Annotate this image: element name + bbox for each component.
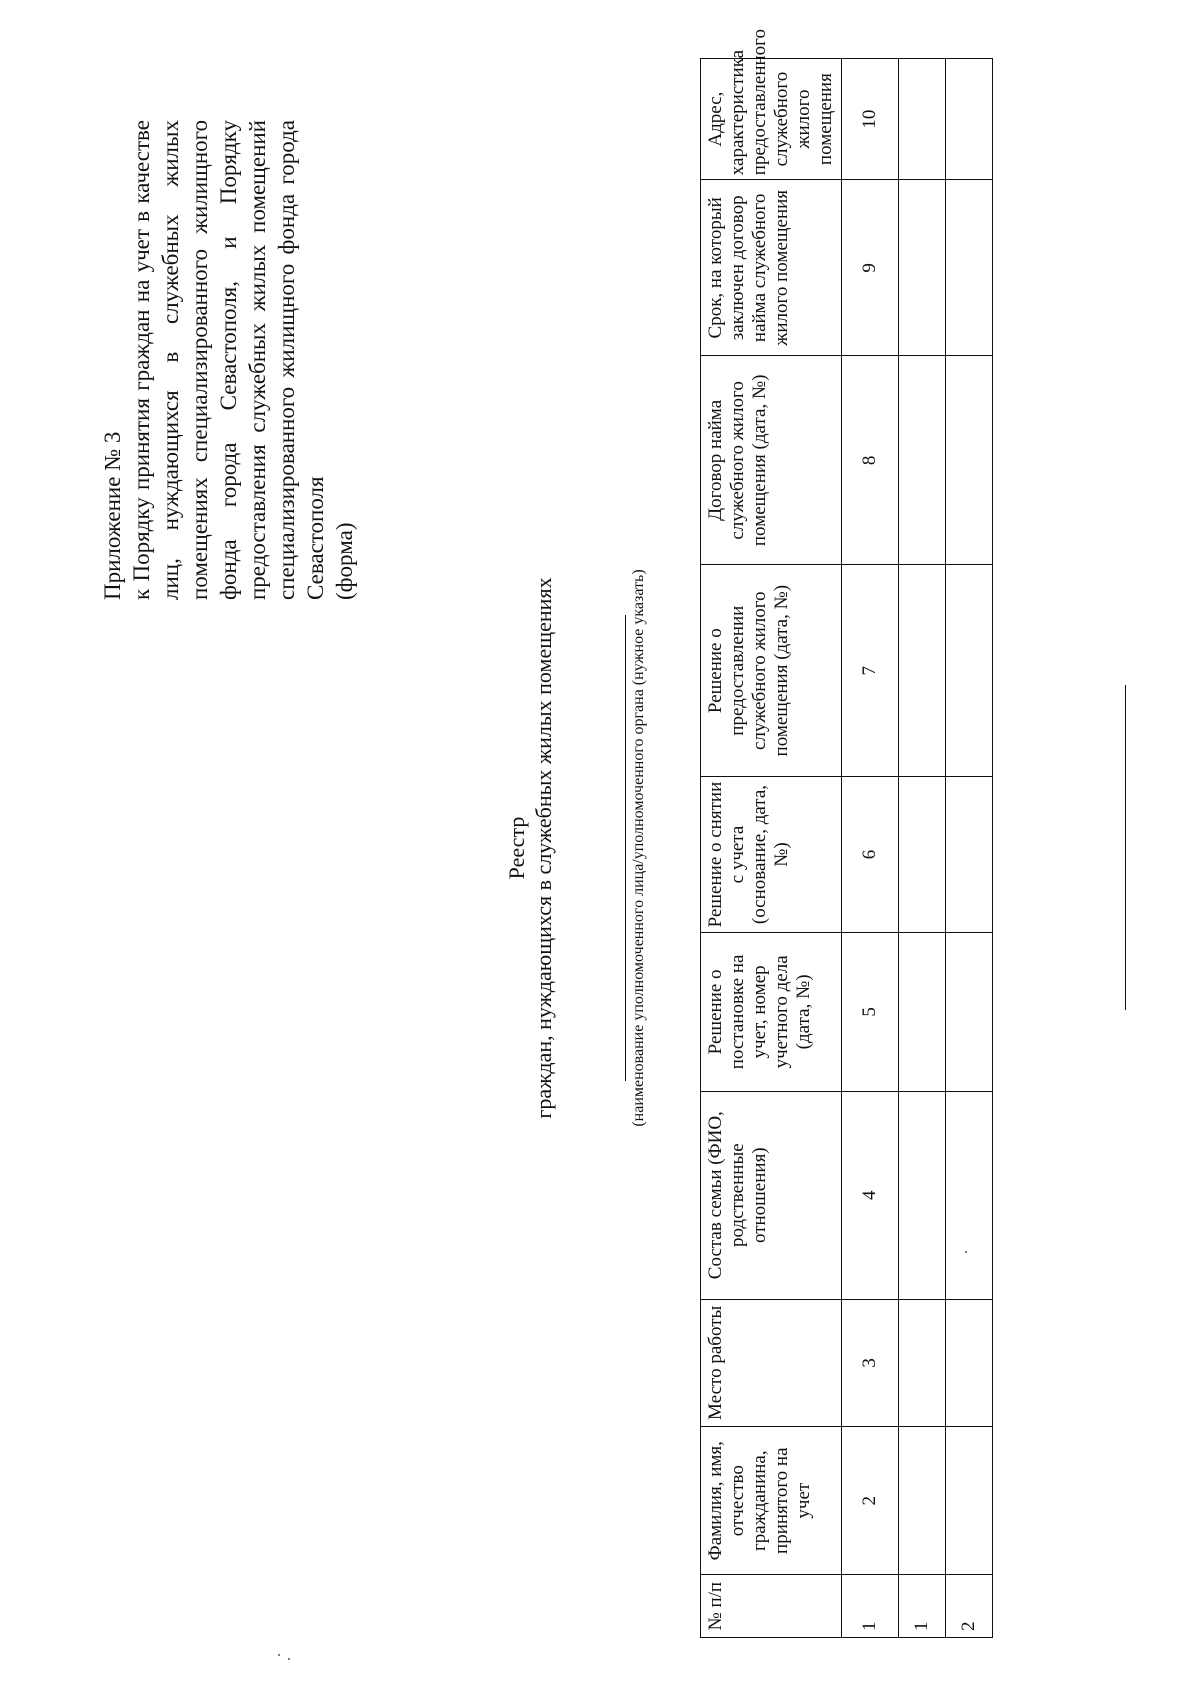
column-numbers-row: [842, 59, 899, 1638]
header-address: Адрес, характеристика предоставленного служебного жилого помещения: [701, 59, 842, 180]
header-workplace: Место работы: [701, 1299, 842, 1427]
table-row: [899, 59, 946, 1638]
column-number: 6: [842, 777, 899, 933]
column-number: 1: [842, 1575, 899, 1638]
column-number: 4: [842, 1091, 899, 1299]
appendix-title: Приложение № 3: [100, 431, 125, 600]
scan-speck: [278, 1654, 280, 1656]
form-note: (форма): [332, 522, 357, 600]
table-cell: [899, 356, 946, 565]
table-cell: [946, 1091, 993, 1299]
table-cell: [946, 180, 993, 356]
table-cell: [899, 1427, 946, 1575]
org-name-blank-line: [625, 615, 626, 1081]
table-cell: [899, 59, 946, 180]
footer-separator-line: [1125, 685, 1126, 1010]
row-number: 2: [946, 1575, 993, 1638]
column-number: 10: [842, 59, 899, 180]
registry-title: Реестр: [504, 816, 529, 880]
table-cell: [899, 180, 946, 356]
table-cell: [946, 777, 993, 933]
table-cell: [946, 1427, 993, 1575]
table-cell: [946, 1299, 993, 1427]
table-cell: [899, 1299, 946, 1427]
column-number: 9: [842, 180, 899, 356]
appendix-text: к Порядку принятия граждан на учет в качестве лиц, нуждающихся в служебных жилых помещениях специализированного жилищного фонда города Севастополя, и Порядку предоставления служебных жилых помещений специализированного жилищного фонда города Севастополя: [129, 120, 328, 600]
table-cell: [899, 932, 946, 1091]
table-cell: [899, 1091, 946, 1299]
table-cell: [899, 565, 946, 777]
table-header-row: [701, 59, 842, 1638]
table-cell: [946, 59, 993, 180]
registry-title-block: [503, 0, 557, 1696]
scan-speck: [965, 1251, 967, 1253]
column-number: 8: [842, 356, 899, 565]
table-cell: [899, 777, 946, 933]
registry-subtitle: граждан, нуждающихся в служебных жилых помещениях: [531, 577, 556, 1119]
org-name-caption: (наименование уполномоченного лица/уполномоченного органа (нужное указать): [630, 569, 647, 1127]
header-row-number: № п/п: [701, 1575, 842, 1638]
column-number: 7: [842, 565, 899, 777]
column-number: 2: [842, 1427, 899, 1575]
table-row: [946, 59, 993, 1638]
table-cell: [946, 932, 993, 1091]
header-full-name: Фамилия, имя, отчество гражданина, принятого на учет: [701, 1427, 842, 1575]
header-provision-decision: Решение о предоставлении служебного жилого помещения (дата, №): [701, 565, 842, 777]
header-registration-decision: Решение о постановке на учет, номер учетного дела (дата, №): [701, 932, 842, 1091]
table-cell: [946, 565, 993, 777]
table-cell: [946, 356, 993, 565]
appendix-block: [98, 120, 359, 600]
registry-table: [700, 29, 993, 1638]
column-number: 5: [842, 932, 899, 1091]
row-number: 1: [899, 1575, 946, 1638]
scan-speck: [288, 1658, 290, 1660]
header-family: Состав семьи (ФИО, родственные отношения): [701, 1091, 842, 1299]
header-lease-contract: Договор найма служебного жилого помещения (дата, №): [701, 356, 842, 565]
header-lease-term: Срок, на который заключен договор найма служебного жилого помещения: [701, 180, 842, 356]
column-number: 3: [842, 1299, 899, 1427]
header-deregistration-decision: Решение о снятии с учета (основание, дата, №): [701, 777, 842, 933]
